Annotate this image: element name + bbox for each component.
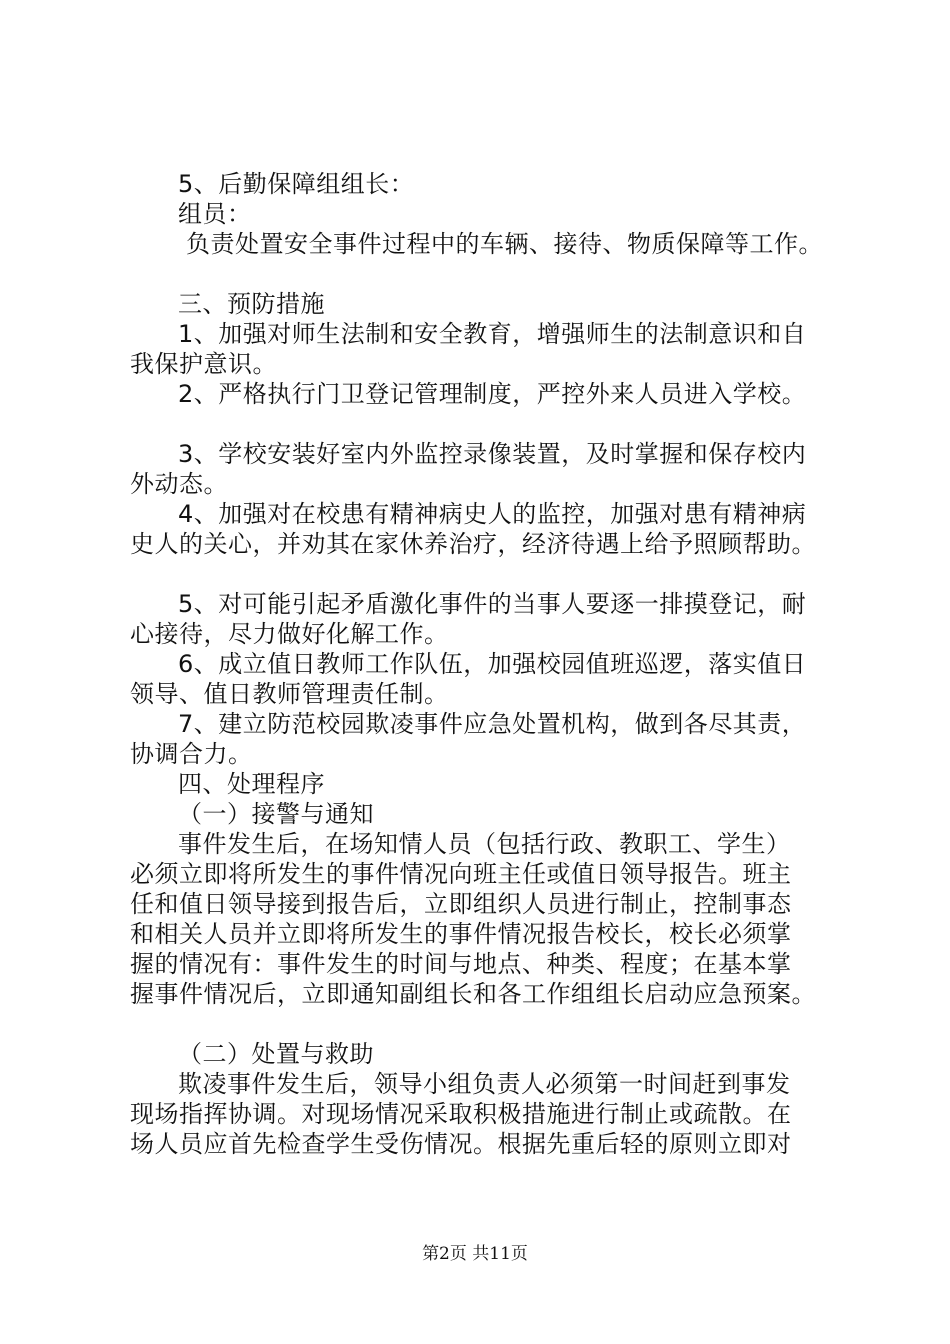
page-footer: 第2页 共11页 (422, 1244, 528, 1264)
text-line: 领导、值日教师管理责任制。 (130, 680, 449, 708)
text-line: 协调合力。 (130, 740, 253, 768)
blank-line (130, 259, 850, 289)
text-line: 现场指挥协调。对现场情况采取积极措施进行制止或疏散。在 (130, 1100, 792, 1128)
text-line: 欺凌事件发生后，领导小组负责人必须第一时间赶到事发 (178, 1070, 791, 1098)
text-line: 负责处置安全事件过程中的车辆、接待、物质保障等工作。 (186, 230, 823, 258)
blank-line (130, 409, 850, 439)
text-line: 场人员应首先检查学生受伤情况。根据先重后轻的原则立即对 (130, 1130, 792, 1158)
text-line: 5、后勤保障组组长： (178, 170, 415, 198)
text-line: （二）处置与救助 (178, 1040, 374, 1068)
text-line: 7、建立防范校园欺凌事件应急处置机构，做到各尽其责， (178, 710, 807, 738)
text-line: 任和值日领导接到报告后，立即组织人员进行制止，控制事态 (130, 890, 792, 918)
text-line: 握的情况有：事件发生的时间与地点、种类、程度；在基本掌 (130, 950, 792, 978)
text-line: 握事件情况后，立即通知副组长和各工作组组长启动应急预案。 (130, 980, 816, 1008)
document-body (130, 169, 850, 1159)
blank-line (130, 559, 850, 589)
text-line: （一）接警与通知 (178, 800, 374, 828)
text-line: 史人的关心，并劝其在家休养治疗，经济待遇上给予照顾帮助。 (130, 530, 816, 558)
text-line: 四、处理程序 (178, 770, 325, 798)
text-line: 4、加强对在校患有精神病史人的监控，加强对患有精神病 (178, 500, 807, 528)
blank-line (130, 1009, 850, 1039)
text-line: 和相关人员并立即将所发生的事件情况报告校长，校长必须掌 (130, 920, 792, 948)
text-line: 心接待，尽力做好化解工作。 (130, 620, 449, 648)
text-line: 外动态。 (130, 470, 228, 498)
text-line: 5、对可能引起矛盾激化事件的当事人要逐一排摸登记，耐 (178, 590, 807, 618)
text-line: 三、预防措施 (178, 290, 325, 318)
text-line: 事件发生后，在场知情人员（包括行政、教职工、学生） (178, 830, 791, 858)
text-line: 组员： (178, 200, 252, 228)
text-line: 2、严格执行门卫登记管理制度，严控外来人员进入学校。 (178, 380, 807, 408)
text-line: 3、学校安装好室内外监控录像装置，及时掌握和保存校内 (178, 440, 807, 468)
text-line: 6、成立值日教师工作队伍，加强校园值班巡逻，落实值日 (178, 650, 807, 678)
text-line: 必须立即将所发生的事件情况向班主任或值日领导报告。班主 (130, 860, 792, 888)
text-line: 我保护意识。 (130, 350, 277, 378)
text-line: 1、加强对师生法制和安全教育，增强师生的法制意识和自 (178, 320, 807, 348)
